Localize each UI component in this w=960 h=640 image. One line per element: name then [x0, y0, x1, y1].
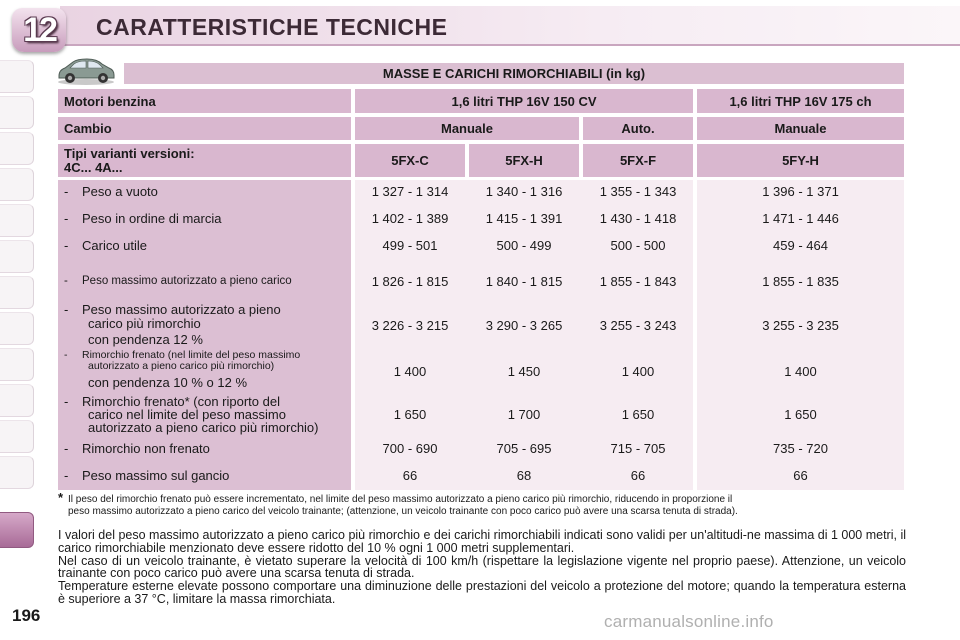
chapter-tab[interactable]	[0, 420, 34, 453]
row-label-line-1: Peso massimo autorizzato a pieno	[82, 302, 281, 317]
chapter-tab[interactable]	[0, 348, 34, 381]
gearbox-label: Cambio	[58, 117, 351, 140]
table-cell: 700 - 690	[382, 441, 438, 456]
page-title: CARATTERISTICHE TECNICHE	[96, 14, 448, 40]
body-paragraph-3: Temperature esterne elevate possono comportare una diminuzione delle prestazioni del veicolo a protezione del motore; quando la temperatura esterna è superiore a 37 °C, limitare la massa rimorchiata.	[58, 579, 906, 606]
engine-2: 1,6 litri THP 16V 175 ch	[697, 89, 904, 113]
table-cell: 459 - 464	[773, 238, 828, 253]
chapter-tab[interactable]	[0, 384, 34, 417]
table-cell: 3 290 - 3 265	[485, 317, 563, 333]
row-label: Peso in ordine di marcia	[82, 211, 222, 226]
table-cell: 1 402 - 1 389	[371, 211, 449, 226]
table-row-label	[58, 395, 351, 437]
car-icon	[55, 56, 117, 86]
table-cell: 1 415 - 1 391	[485, 211, 563, 226]
chapter-tab[interactable]	[0, 60, 34, 93]
row-label-line-2: carico nel limite del peso massimo	[88, 407, 286, 423]
table-cell: 1 650	[393, 406, 427, 422]
row-dash: -	[64, 349, 68, 361]
table-cell: 66	[402, 468, 418, 483]
body-text	[58, 529, 906, 606]
variants-label-line-1: Tipi varianti versioni:	[64, 145, 195, 161]
row-dash: -	[64, 302, 69, 317]
chapter-tab[interactable]	[0, 276, 34, 309]
row-dash: -	[64, 184, 69, 199]
chapter-badge	[12, 8, 66, 52]
variants-label	[58, 144, 351, 177]
row-dash: -	[64, 394, 69, 409]
gearbox-1: Manuale	[355, 117, 579, 140]
table-cell: 1 327 - 1 314	[371, 184, 449, 199]
header-underline	[60, 44, 960, 46]
body-paragraph-2: Nel caso di un veicolo trainante, è vietato superare la velocità di 100 km/h (rispettare la legislazione vigente nel proprio paese). Attenzione, un veicolo trainante con poco carico può avere una scarsa tenuta di strada.	[58, 553, 906, 581]
row-label-line-2: autorizzato a pieno carico più rimorchio)	[88, 360, 275, 372]
variant-5fx-f: 5FX-F	[583, 144, 693, 177]
row-dash: -	[64, 468, 69, 483]
chapter-tab[interactable]	[0, 132, 34, 165]
table-cell: 1 400	[621, 363, 655, 379]
chapter-tab[interactable]	[0, 168, 34, 201]
table-row-label	[58, 269, 351, 293]
table-caption: MASSE E CARICHI RIMORCHIABILI (in kg)	[124, 63, 904, 84]
table-row-label	[58, 180, 351, 203]
row-label: Carico utile	[82, 238, 148, 253]
table-cell: 66	[630, 468, 646, 483]
engine-label: Motori benzina	[58, 89, 351, 113]
chapter-tab-active[interactable]	[0, 512, 34, 548]
watermark: carmanualsonline.info	[604, 612, 774, 631]
variant-5fx-h: 5FX-H	[469, 144, 579, 177]
row-label-line-2: carico più rimorchio	[88, 315, 201, 331]
table-cell: 1 855 - 1 835	[762, 273, 839, 289]
chapter-tab[interactable]	[0, 312, 34, 345]
row-label: Peso a vuoto	[82, 184, 158, 199]
table-cell: 1 650	[784, 406, 817, 422]
row-label-line-3: autorizzato a pieno carico più rimorchio)	[88, 420, 319, 436]
variants-label-line-2: 4C... 4A...	[64, 159, 123, 175]
table-cell: 68	[516, 468, 532, 483]
table-row-label	[58, 234, 351, 257]
table-row-label	[58, 437, 351, 460]
table-cell: 3 255 - 3 243	[599, 317, 677, 333]
row-label: Rimorchio non frenato	[82, 441, 210, 456]
chapter-tab[interactable]	[0, 456, 34, 489]
chapter-number: 12	[23, 10, 55, 49]
table-cell: 715 - 705	[610, 441, 666, 456]
table-cell: 3 226 - 3 215	[371, 317, 449, 333]
gearbox-3: Manuale	[697, 117, 904, 140]
page-number: 196	[12, 606, 41, 625]
body-paragraph-1: I valori del peso massimo autorizzato a pieno carico più rimorchio e dei carichi rimorchiabili indicati sono validi per un'altitudi-ne massima di 1 000 metri, il carico rimorchiabile menzionato deve essere ridotto del 10 % ogni 1 000 metri supplementari.	[58, 528, 906, 555]
table-cell: 1 471 - 1 446	[762, 211, 839, 226]
table-cell: 3 255 - 3 235	[762, 317, 839, 333]
row-label-line-1: Rimorchio frenato* (con riporto del	[82, 394, 280, 409]
table-cell: 1 650	[621, 406, 655, 422]
table-cell: 66	[793, 468, 808, 483]
table-cell: 735 - 720	[773, 441, 828, 456]
table-cell: 705 - 695	[496, 441, 552, 456]
row-label-line-3: con pendenza 12 %	[88, 332, 203, 347]
variant-5fx-c: 5FX-C	[355, 144, 465, 177]
gearbox-2: Auto.	[583, 117, 693, 140]
table-cell: 1 400	[784, 363, 817, 379]
table-row-label	[58, 350, 351, 394]
row-dash: -	[64, 211, 69, 226]
table-cell: 1 400	[393, 363, 427, 379]
chapter-tab[interactable]	[0, 240, 34, 273]
footnote	[58, 490, 904, 518]
footnote-line-2: peso massimo autorizzato a pieno carico del veicolo trainante; (attenzione, un veicolo trainante con poco carico può avere una scarsa tenuta di strada).	[68, 506, 738, 517]
table-cell: 1 700	[507, 406, 541, 422]
table-cell: 499 - 501	[382, 238, 438, 253]
table-cell: 1 396 - 1 371	[762, 184, 839, 199]
table-cell: 500 - 499	[496, 238, 552, 253]
row-label: Peso massimo autorizzato a pieno carico	[82, 275, 292, 287]
row-dash: -	[64, 275, 68, 287]
chapter-tab[interactable]	[0, 204, 34, 237]
table-cell: 1 840 - 1 815	[485, 273, 563, 289]
row-label: Peso massimo sul gancio	[82, 468, 230, 483]
table-row-label	[58, 207, 351, 230]
table-cell: 1 855 - 1 843	[599, 273, 677, 289]
row-dash: -	[64, 238, 69, 253]
table-cell: 1 340 - 1 316	[485, 184, 563, 199]
table-row-label	[58, 464, 351, 487]
row-label-line-3: con pendenza 10 % o 12 %	[88, 375, 248, 390]
footnote-star: *	[58, 490, 64, 505]
table-cell: 1 826 - 1 815	[371, 273, 449, 289]
row-dash: -	[64, 441, 69, 456]
chapter-tabs	[0, 60, 40, 600]
table-cell: 1 355 - 1 343	[599, 184, 677, 199]
footnote-line-1: Il peso del rimorchio frenato può essere incrementato, nel limite del peso massimo autorizzato a pieno carico più rimorchio, riducendo in proporzione il	[68, 494, 733, 505]
table-cell: 1 430 - 1 418	[599, 211, 677, 226]
page-header	[0, 0, 960, 50]
table-row-label	[58, 303, 351, 347]
chapter-tab[interactable]	[0, 96, 34, 129]
table-cell: 1 450	[507, 363, 541, 379]
table-cell: 500 - 500	[610, 238, 666, 253]
engine-1: 1,6 litri THP 16V 150 CV	[355, 89, 693, 113]
variant-5fy-h: 5FY-H	[697, 144, 904, 177]
row-label-line-1: Rimorchio frenato (nel limite del peso massimo	[82, 349, 301, 361]
